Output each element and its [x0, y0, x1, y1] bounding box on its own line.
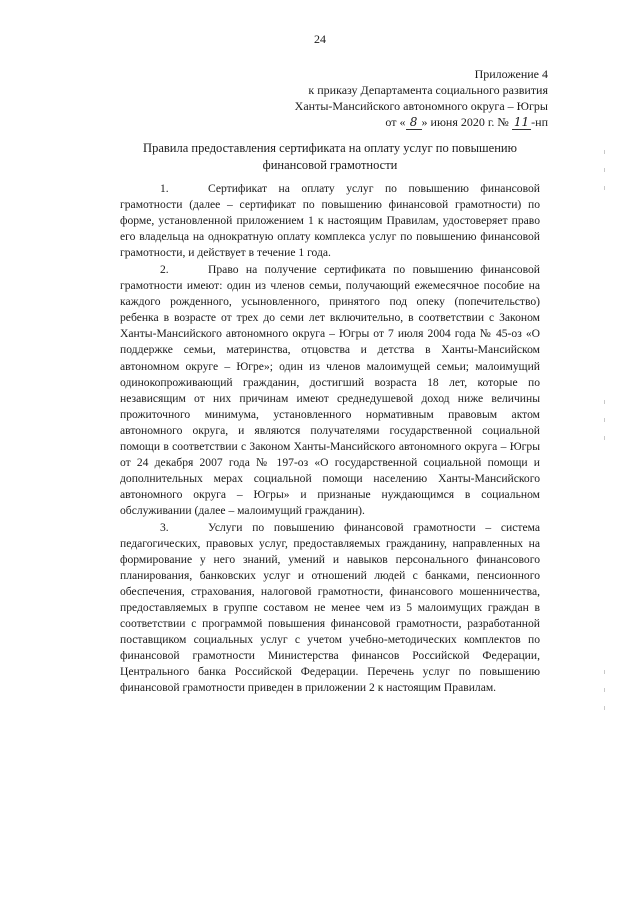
appendix-region: Ханты-Мансийского автономного округа – Югры — [294, 99, 548, 113]
date-middle: » июня 2020 г. № — [421, 115, 509, 129]
appendix-header — [295, 66, 548, 130]
clause-text: Право на получение сертификата по повышению финансовой грамотности имеют: один из членов семьи, получающий ежемесячное пособие на каждого рожденного, усыновленного, принятого под опеку (попечительство) ребенка в возрасте от трех до семи лет включительно, в соответствии с Законом Ханты-Мансийского автономного округа – Югры от 7 июля 2004 года № 45-оз «О поддержке семьи, материнства, отцовства и детства в Ханты-Мансийском автономном округе – Югре»; один из членов малоимущей семьи; малоимущий одинокопроживающий гражданин, достигший возраста 18 лет, которые по независящим от них причинам имеют среднедушевой доход ниже величины прожиточного минимума, установленного нормативным правовым актом автономного округа, и являются получателями государственной социальной помощи в соответствии с Законом Ханты-Мансийского автономного округа – Югры от 24 декабря 2007 года № 197-оз «О государственной социальной помощи и дополнительных мерах социальной помощи населению Ханты-Мансийского автономного округа – Югры» и признаные нуждающимся в социальном обслуживании (далее – малоимущий гражданин). — [120, 263, 540, 517]
clause-number: 2. — [160, 263, 169, 277]
date-prefix: от « — [385, 115, 406, 129]
clause-3 — [120, 520, 540, 697]
page-number: 24 — [314, 32, 326, 46]
handwritten-order-number: 11 — [513, 115, 530, 129]
clause-number: 1. — [160, 182, 169, 195]
clause-text: Услуги по повышению финансовой грамотности – система педагогических, правовых услуг, предоставляемых гражданину, направленных на формирование у него знаний, умений и навыков персонального финансового планирования, банковских услуг и отношений людей с банками, пенсионного обеспечения, страхования, налоговой грамотности, финансового мошенничества, предоставляемых в группе составом не менее чем из 5 малоимущих граждан в соответствии с программой повышения финансовой грамотности, разработанной поставщиком социальных услуг с учетом учебно-методических комплектов по финансовой грамотности Министерства финансов Российской Федерации, Центрального банка Российской Федерации. Перечень услуг по повышению финансовой грамотности приведен в приложении 2 к настоящим Правилам. — [120, 520, 540, 695]
document-title — [120, 140, 540, 174]
scan-margin-marks — [604, 150, 606, 710]
handwritten-day: 8 — [406, 116, 422, 130]
appendix-order-ref: к приказу Департамента социального развития — [308, 83, 548, 97]
clause-number: 3. — [160, 520, 169, 534]
appendix-title: Приложение 4 — [474, 67, 548, 81]
document-body — [120, 181, 540, 698]
title-line-2: финансовой грамотности — [262, 158, 398, 172]
clause-text: Сертификат на оплату услуг по повышению финансовой грамотности (далее – сертификат по повышению финансовой грамотности) по форме, установленной приложением 1 к настоящим Правилам, удостоверяет право его владельца на однократную оплату комплекса услуг по повышению финансовой грамотности, и действует в течение 1 года. — [120, 182, 540, 260]
date-suffix: -нп — [531, 115, 548, 129]
appendix-date-line — [295, 114, 548, 130]
clause-2 — [120, 262, 540, 519]
clause-1 — [120, 181, 540, 261]
title-line-1: Правила предоставления сертификата на оплату услуг по повышению — [143, 141, 517, 155]
